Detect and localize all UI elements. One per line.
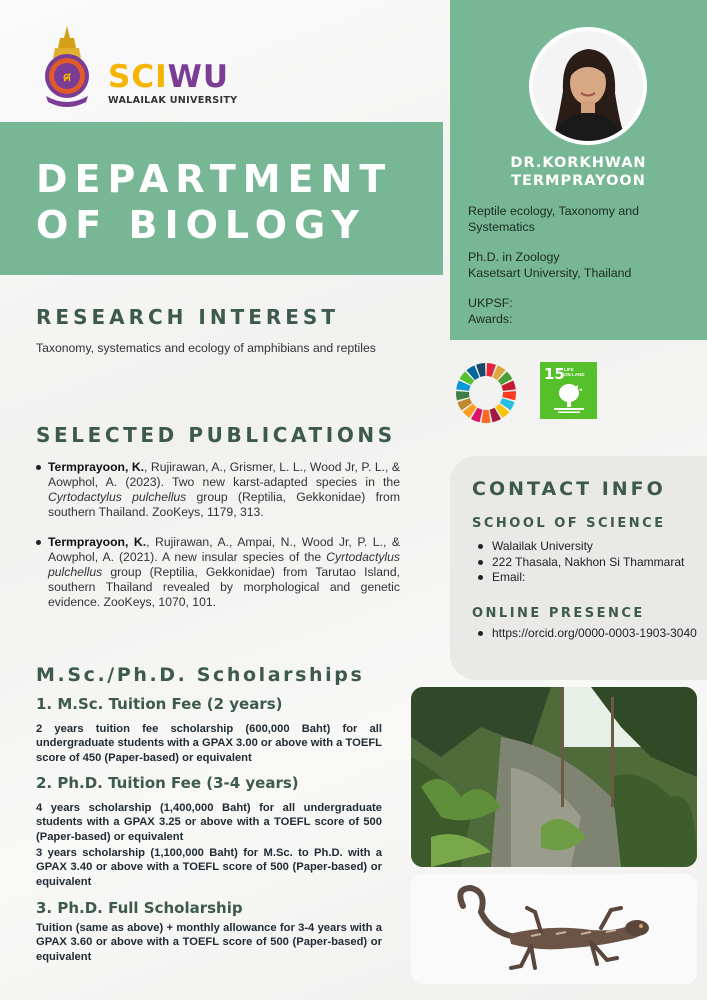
- publications-heading: SELECTED PUBLICATIONS: [36, 423, 396, 447]
- scholarship-2-title: 2. Ph.D. Tuition Fee (3-4 years): [36, 774, 299, 792]
- sciwu-logo: [108, 59, 238, 112]
- profile-field-line2: Systematics: [468, 219, 535, 234]
- scholarships-heading: M.Sc./Ph.D. Scholarships: [36, 664, 365, 686]
- department-title-line1: DEPARTMENT: [36, 157, 393, 201]
- orcid-link[interactable]: https://orcid.org/0000-0003-1903-3040: [478, 626, 704, 642]
- walailak-seal-icon: [40, 24, 94, 108]
- publication-text: group (Reptilia, Gekkonidae) from southern Thailand. ZooKeys, 1179, 313.: [48, 490, 400, 519]
- school-list: [478, 539, 704, 586]
- profile-photo-illustration: [533, 31, 643, 141]
- scholarship-2-body-a: 4 years scholarship (1,400,000 Baht) for all undergraduate students with a GPAX 3.25 or above with a TOEFL score of 500 (Paper-based) or equivalent: [36, 802, 382, 843]
- publication-italic: Cyrtodactylus pulchellus: [48, 550, 400, 579]
- publication-italic: Cyrtodactylus pulchellus: [48, 490, 187, 504]
- karst-forest-photo: [411, 687, 697, 867]
- publication-text: , Rujirawan, A., Ampai, N., Wood Jr, P. L., & Aowphol, A. (2021). A new insular species of the: [48, 535, 401, 564]
- profile-education: [468, 250, 631, 281]
- profile-awards: Awards:: [468, 311, 513, 326]
- avatar: [529, 27, 647, 145]
- profile-credentials: [468, 296, 513, 327]
- gecko-photo: [411, 874, 697, 984]
- profile-name-line1: DR.KORKHWAN: [510, 155, 647, 171]
- school-heading: SCHOOL OF SCIENCE: [472, 516, 666, 531]
- email-label: Email:: [478, 570, 704, 586]
- list-item: Walailak University: [478, 539, 704, 555]
- publication-text: , Rujirawan, A., Grismer, L. L., Wood Jr, P. L., & Aowphol, A. (2023). Two new karst-adapted species in the: [48, 460, 400, 489]
- profile-degree: Ph.D. in Zoology: [468, 250, 560, 264]
- publication-author: Termprayoon, K.: [48, 460, 145, 474]
- publication-item: [36, 460, 400, 520]
- sdg-15-label-line1: LIFE: [564, 367, 574, 372]
- university-name: WALAILAK UNIVERSITY: [108, 95, 238, 106]
- publication-item: [36, 535, 400, 610]
- sciwu-logo-wu: WU: [167, 59, 229, 95]
- profile-field-line1: Reptile ecology, Taxonomy and: [468, 204, 640, 218]
- sdg-15-life-on-land-icon: [540, 362, 597, 419]
- scholarship-2-body-b: 3 years scholarship (1,100,000 Baht) for M.Sc. to Ph.D. with a GPAX 3.40 or above with a TOEFL score of 500 (Paper-based) or equivalent: [36, 847, 382, 888]
- scholarship-1-body: 2 years tuition fee scholarship (600,000 Baht) for all undergraduate students with a GPAX 3.00 or above with a TOEFL score of 450 (Paper-based) or equivalent: [36, 723, 382, 764]
- gecko-illustration: [411, 874, 697, 984]
- profile-panel: [450, 0, 707, 340]
- department-banner: [0, 122, 443, 275]
- profile-name-line2: TERMPRAYOON: [511, 173, 646, 189]
- research-body: Taxonomy, systematics and ecology of amphibians and reptiles: [36, 341, 376, 355]
- tree-icon: [552, 382, 586, 414]
- contact-heading: CONTACT INFO: [472, 478, 666, 500]
- svg-text:ศ: ศ: [63, 70, 71, 84]
- publication-text: group (Reptilia, Gekkonidae) from Tarutao Island, southern Thailand revealed by morphological and genetic evidence. ZooKeys, 1070, 101.: [48, 565, 400, 609]
- sdg-wheel-segment: [481, 410, 490, 423]
- sciwu-logo-sci: SCI: [108, 59, 168, 95]
- research-heading: RESEARCH INTEREST: [36, 305, 339, 329]
- online-heading: ONLINE PRESENCE: [472, 606, 645, 621]
- department-title: [36, 156, 392, 248]
- sdg-15-number: 15: [544, 365, 565, 383]
- department-title-line2: OF BIOLOGY: [36, 203, 366, 247]
- sdg-15-label: [564, 367, 585, 377]
- sdg-15-label-line2: ON LAND: [564, 372, 585, 377]
- scholarship-3-title: 3. Ph.D. Full Scholarship: [36, 899, 243, 917]
- profile-ukpsf: UKPSF:: [468, 296, 513, 310]
- profile-university: Kasetsart University, Thailand: [468, 265, 632, 280]
- publication-author: Termprayoon, K.: [48, 535, 147, 549]
- list-item: 222 Thasala, Nakhon Si Thammarat: [478, 555, 704, 571]
- scholarship-1-title: 1. M.Sc. Tuition Fee (2 years): [36, 695, 283, 713]
- forest-illustration: [411, 687, 697, 867]
- publications-list: [36, 460, 400, 625]
- profile-name: [450, 154, 707, 190]
- sdg-wheel-icon: [455, 362, 517, 424]
- online-list: [478, 626, 704, 642]
- contact-card: [450, 456, 707, 680]
- profile-field: [468, 204, 639, 235]
- scholarship-3-body: Tuition (same as above) + monthly allowance for 3-4 years with a GPAX 3.60 or above with a TOEFL score of 500 (Paper-based) or equivalent: [36, 922, 382, 963]
